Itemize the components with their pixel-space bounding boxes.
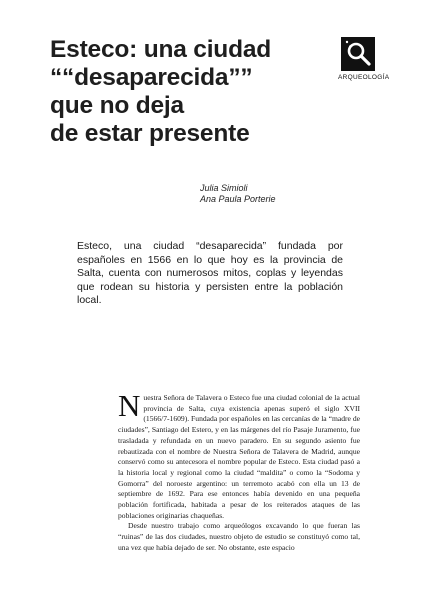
section-label: ARQUEOLOGÍA <box>338 74 390 81</box>
title-line-4: de estar presente <box>50 120 250 147</box>
author-name: Ana Paula Porterie <box>200 194 276 204</box>
title-line-2: ““desaparecida”” <box>50 64 253 91</box>
title-line-3: que no deja <box>50 92 184 119</box>
body-paragraph <box>118 388 360 521</box>
article-body <box>118 388 360 554</box>
authors <box>200 183 276 205</box>
title-line-1: Esteco: una ciudad <box>50 36 272 63</box>
author-name: Julia Simioli <box>200 183 248 193</box>
magnifying-glass-icon <box>341 37 375 71</box>
lead-paragraph: Esteco, una ciudad “desaparecida” fundada por españoles en 1566 en lo que hoy es la provincia de Salta, cuenta con numerosos mitos, coplas y leyendas que rodean su historia y persisten entre la población local. <box>77 240 343 306</box>
article-title <box>50 36 350 148</box>
drop-cap: N <box>118 388 141 423</box>
paragraph-text: uestra Señora de Talavera o Esteco fue una ciudad colonial de la actual provincia de Salta, cuya existencia apenas superó el siglo XVII (1566/7-1609). Fundada por españoles en las cercanías de la “madre de ciudades”, Santiago del Estero, y en las márgenes del río Pasaje Juramento, fue trasladada y refundada en un nuevo paradero. En su segundo asiento fue rebautizada con el nombre de Nuestra Señora de Talavera de Madrid, aunque conservó como su antecesora el nombre popular de Esteco. Esta ciudad pasó a la historia local y regional como la ciudad “maldita” o como la “Sodoma y Gomorra” del noroeste argentino: un terremoto acabó con ella un 13 de septiembre de 1692. Para ese entonces había devenido en una pequeña población fortificada, habitada a pesar de los reiterados ataques de las poblaciones originarias chaqueñas. <box>118 393 360 520</box>
body-paragraph: Desde nuestro trabajo como arqueólogos excavando lo que fueran las “ruinas” de las dos ciudades, nuestro objeto de estudio se constituyó como tal, una vez que había dejado de ser. No obstante, este espacio <box>118 521 360 552</box>
